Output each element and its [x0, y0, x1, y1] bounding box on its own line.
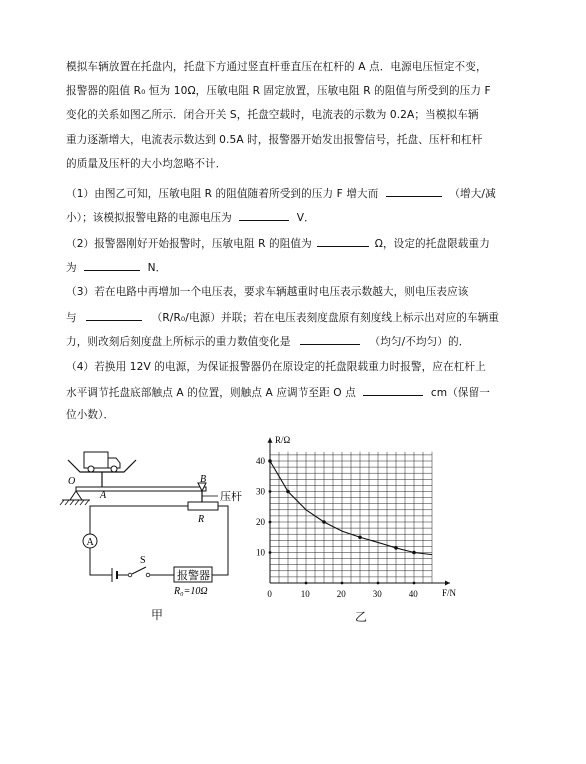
q3-text-b: 与 — [66, 312, 77, 324]
x-tick-mark — [305, 582, 308, 585]
x-tick-mark — [341, 582, 344, 585]
q3-blank-1[interactable] — [86, 309, 142, 321]
y-tick-mark — [269, 490, 272, 493]
label-o: O — [68, 476, 76, 487]
ammeter-label: A — [86, 537, 94, 548]
label-a-point: A — [100, 490, 107, 501]
question-3-line-2 — [66, 309, 499, 325]
question-4-line-3: 位小数）． — [66, 409, 115, 421]
label-press-rod: 压杆 — [220, 491, 242, 503]
question-4-line-1: （4）若换用 12V 的电源，为保证报警器仍在原设定的托盘限载重力时报警，应在杠杆上 — [66, 361, 486, 373]
q3-text-e: （均匀/不均匀）的． — [369, 336, 470, 348]
x-tick-label: 30 — [372, 589, 382, 599]
y-axis-arrow — [268, 438, 273, 443]
question-3-line-1: （3）若在电路中再增加一个电压表，要求车辆越重时电压表示数越大，则电压表应该 — [66, 286, 469, 298]
data-point — [268, 459, 272, 463]
q1-text-c: 小）；该模拟报警电路的电源电压为 — [66, 212, 232, 224]
question-2-line-2 — [66, 259, 166, 275]
data-point — [394, 546, 398, 550]
y-axis-label: R/Ω — [275, 434, 291, 445]
q2-text-b: Ω，设定的托盘限载重力 — [374, 238, 490, 250]
q1-text-d: V． — [296, 212, 315, 224]
caption-yi: 乙 — [355, 610, 368, 624]
figure-jia-diagram — [56, 438, 246, 608]
data-point — [322, 520, 326, 524]
q1-text-b: （增大/减 — [449, 188, 496, 200]
q2-blank-1[interactable] — [317, 235, 369, 247]
y-tick-label: 40 — [256, 456, 265, 466]
q4-text-b: 水平调节托盘底部触点 A 的位置，则触点 A 应调节至距 O 点 — [66, 387, 356, 399]
y-tick-label: 30 — [256, 486, 265, 497]
q1-text-a: （1）由图乙可知，压敏电阻 R 的阻值随着所受到的压力 F 增大而 — [66, 188, 379, 200]
x-tick-mark — [413, 582, 416, 585]
question-3-line-3 — [66, 333, 469, 349]
q2-text-d: N． — [147, 262, 167, 274]
q2-text-c: 为 — [66, 262, 77, 274]
q4-blank-1[interactable] — [363, 384, 423, 396]
y-tick-label: 10 — [256, 547, 265, 558]
q4-text-c: cm（保留一 — [430, 387, 490, 399]
x-tick-label: 40 — [408, 589, 418, 599]
x-tick-label: 0 — [267, 589, 272, 599]
data-point — [286, 490, 290, 494]
question-1-line-2 — [66, 209, 315, 225]
caption-jia: 甲 — [151, 608, 164, 622]
x-axis-label: F/N — [442, 588, 457, 598]
question-1-line-1 — [66, 185, 496, 201]
text-line-2: 报警器的阻值 R₀ 恒为 10Ω，压敏电阻 R 固定放置，压敏电阻 R 的阻值与所受到的压力 F — [66, 85, 491, 97]
x-tick-label: 10 — [300, 589, 310, 599]
q2-blank-2[interactable] — [84, 259, 140, 271]
question-2-line-1 — [66, 235, 490, 251]
alarm-label: 报警器 — [177, 570, 210, 582]
q2-text-a: （2）报警器刚好开始报警时，压敏电阻 R 的阻值为 — [66, 238, 312, 250]
y-tick-label: 20 — [256, 517, 265, 527]
data-point — [358, 535, 362, 539]
y-tick-mark — [269, 551, 272, 554]
x-axis-arrow — [445, 581, 450, 586]
y-tick-mark — [269, 521, 272, 524]
switch-label: S — [140, 555, 146, 566]
q3-blank-2[interactable] — [300, 333, 360, 345]
text-line-4: 重力逐渐增大，电流表示数达到 0.5A 时，报警器开始发出报警信号，托盘、压杆和杠杆 — [66, 134, 483, 146]
x-tick-label: 20 — [336, 589, 346, 599]
x-tick-mark — [377, 582, 380, 585]
label-r: R — [198, 514, 205, 525]
q1-blank-2[interactable] — [239, 209, 289, 221]
figure-yi-chart — [250, 428, 470, 608]
question-4-line-2 — [66, 384, 490, 400]
text-line-1: 模拟车辆放置在托盘内，托盘下方通过竖直杆垂直压在杠杆的 A 点．电源电压恒定不变， — [66, 61, 487, 73]
text-line-3: 变化的关系如图乙所示．闭合开关 S，托盘空载时，电流表的示数为 0.2A；当模拟车辆 — [66, 109, 479, 121]
truck-icon — [84, 452, 120, 472]
q3-text-c: （R/R₀/电源）并联；若在电压表刻度盘原有刻度线上标示出对应的车辆重 — [151, 312, 500, 324]
data-point — [412, 551, 416, 555]
r0-label: R₀=10Ω — [174, 586, 208, 597]
label-b: B — [200, 474, 207, 485]
q1-blank-1[interactable] — [386, 185, 442, 197]
q3-text-d: 力，则改刻后刻度盘上所标示的重力数值变化是 — [66, 336, 291, 348]
text-line-5: 的质量及压杆的大小均忽略不计． — [66, 158, 227, 170]
